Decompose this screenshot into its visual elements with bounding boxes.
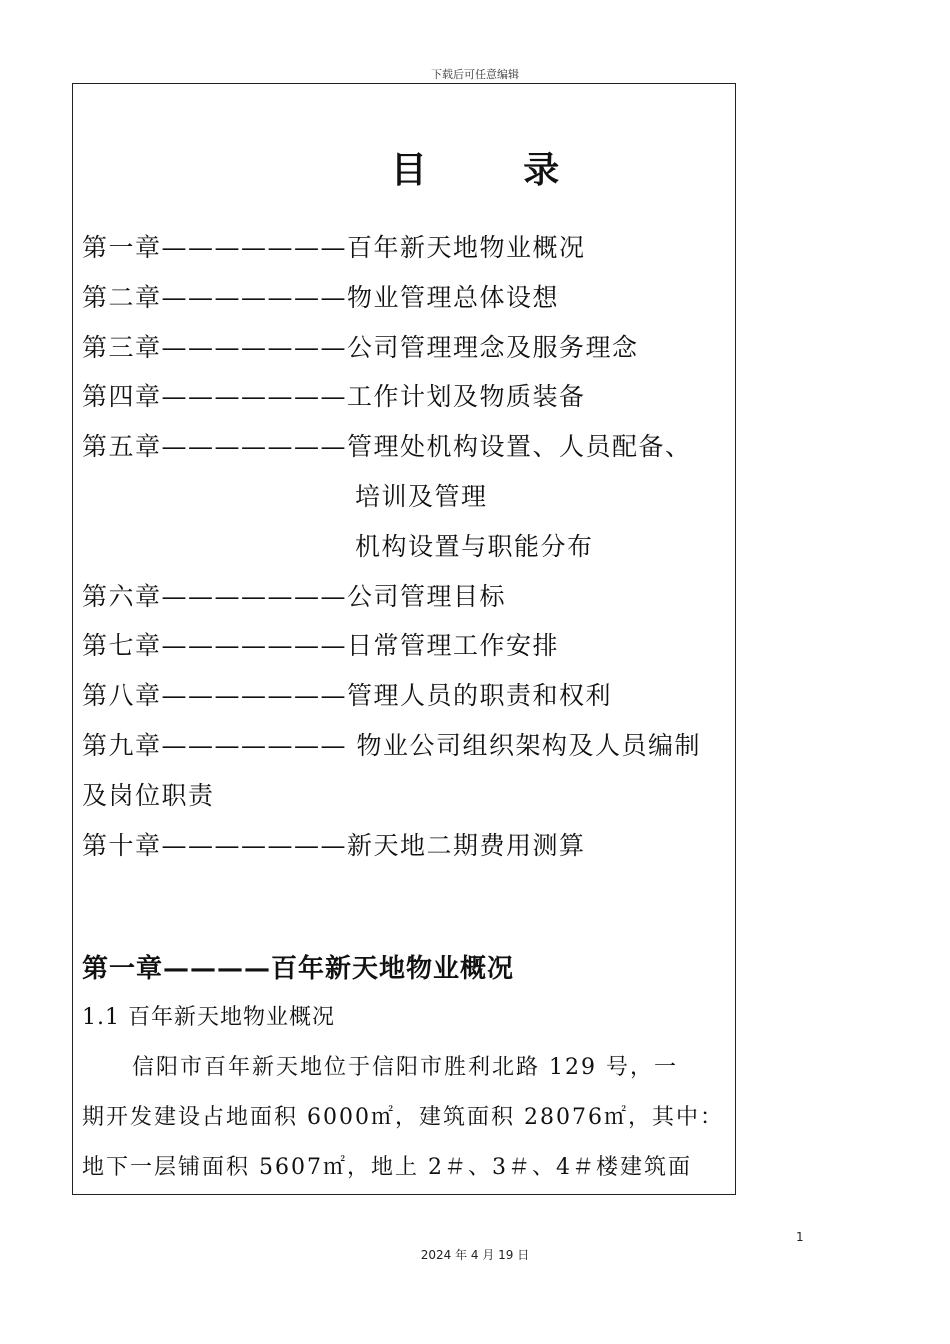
toc-entry-10: 第十章———————新天地二期费用测算 <box>82 831 586 860</box>
toc-entry-8: 第八章———————管理人员的职责和权利 <box>82 681 613 710</box>
section-heading: 1.1 百年新天地物业概况 <box>82 1005 335 1030</box>
toc-entry-7: 第七章———————日常管理工作安排 <box>82 631 560 660</box>
toc-entry-9-continuation: 及岗位职责 <box>82 781 215 810</box>
toc-entry-6: 第六章———————公司管理目标 <box>82 582 507 611</box>
toc-entry-5-continuation-1: 培训及管理 <box>355 482 488 511</box>
paragraph-line-1: 信阳市百年新天地位于信阳市胜利北路 129 号，一 <box>132 1055 678 1080</box>
paragraph-line-2: 期开发建设占地面积 6000㎡，建筑面积 28076㎡，其中： <box>82 1105 724 1130</box>
chapter-heading: 第一章————百年新天地物业概况 <box>82 954 515 984</box>
toc-entry-1: 第一章———————百年新天地物业概况 <box>82 233 586 262</box>
toc-entry-3: 第三章———————公司管理理念及服务理念 <box>82 333 639 362</box>
toc-entry-5-continuation-2: 机构设置与职能分布 <box>355 532 594 561</box>
page-header-note: 下载后可任意编辑 <box>431 68 519 81</box>
toc-entry-4: 第四章———————工作计划及物质装备 <box>82 382 586 411</box>
footer-date: 2024 年 4 月 19 日 <box>420 1248 530 1262</box>
toc-entry-5: 第五章———————管理处机构设置、人员配备、 <box>82 432 692 461</box>
paragraph-line-3: 地下一层铺面积 5607㎡，地上 2＃、3＃、4＃楼建筑面 <box>82 1155 692 1180</box>
toc-entry-2: 第二章———————物业管理总体设想 <box>82 283 560 312</box>
toc-title: 目 录 <box>390 149 602 191</box>
toc-entry-9: 第九章——————— 物业公司组织架构及人员编制 <box>82 731 701 760</box>
page-number: 1 <box>796 1230 804 1244</box>
